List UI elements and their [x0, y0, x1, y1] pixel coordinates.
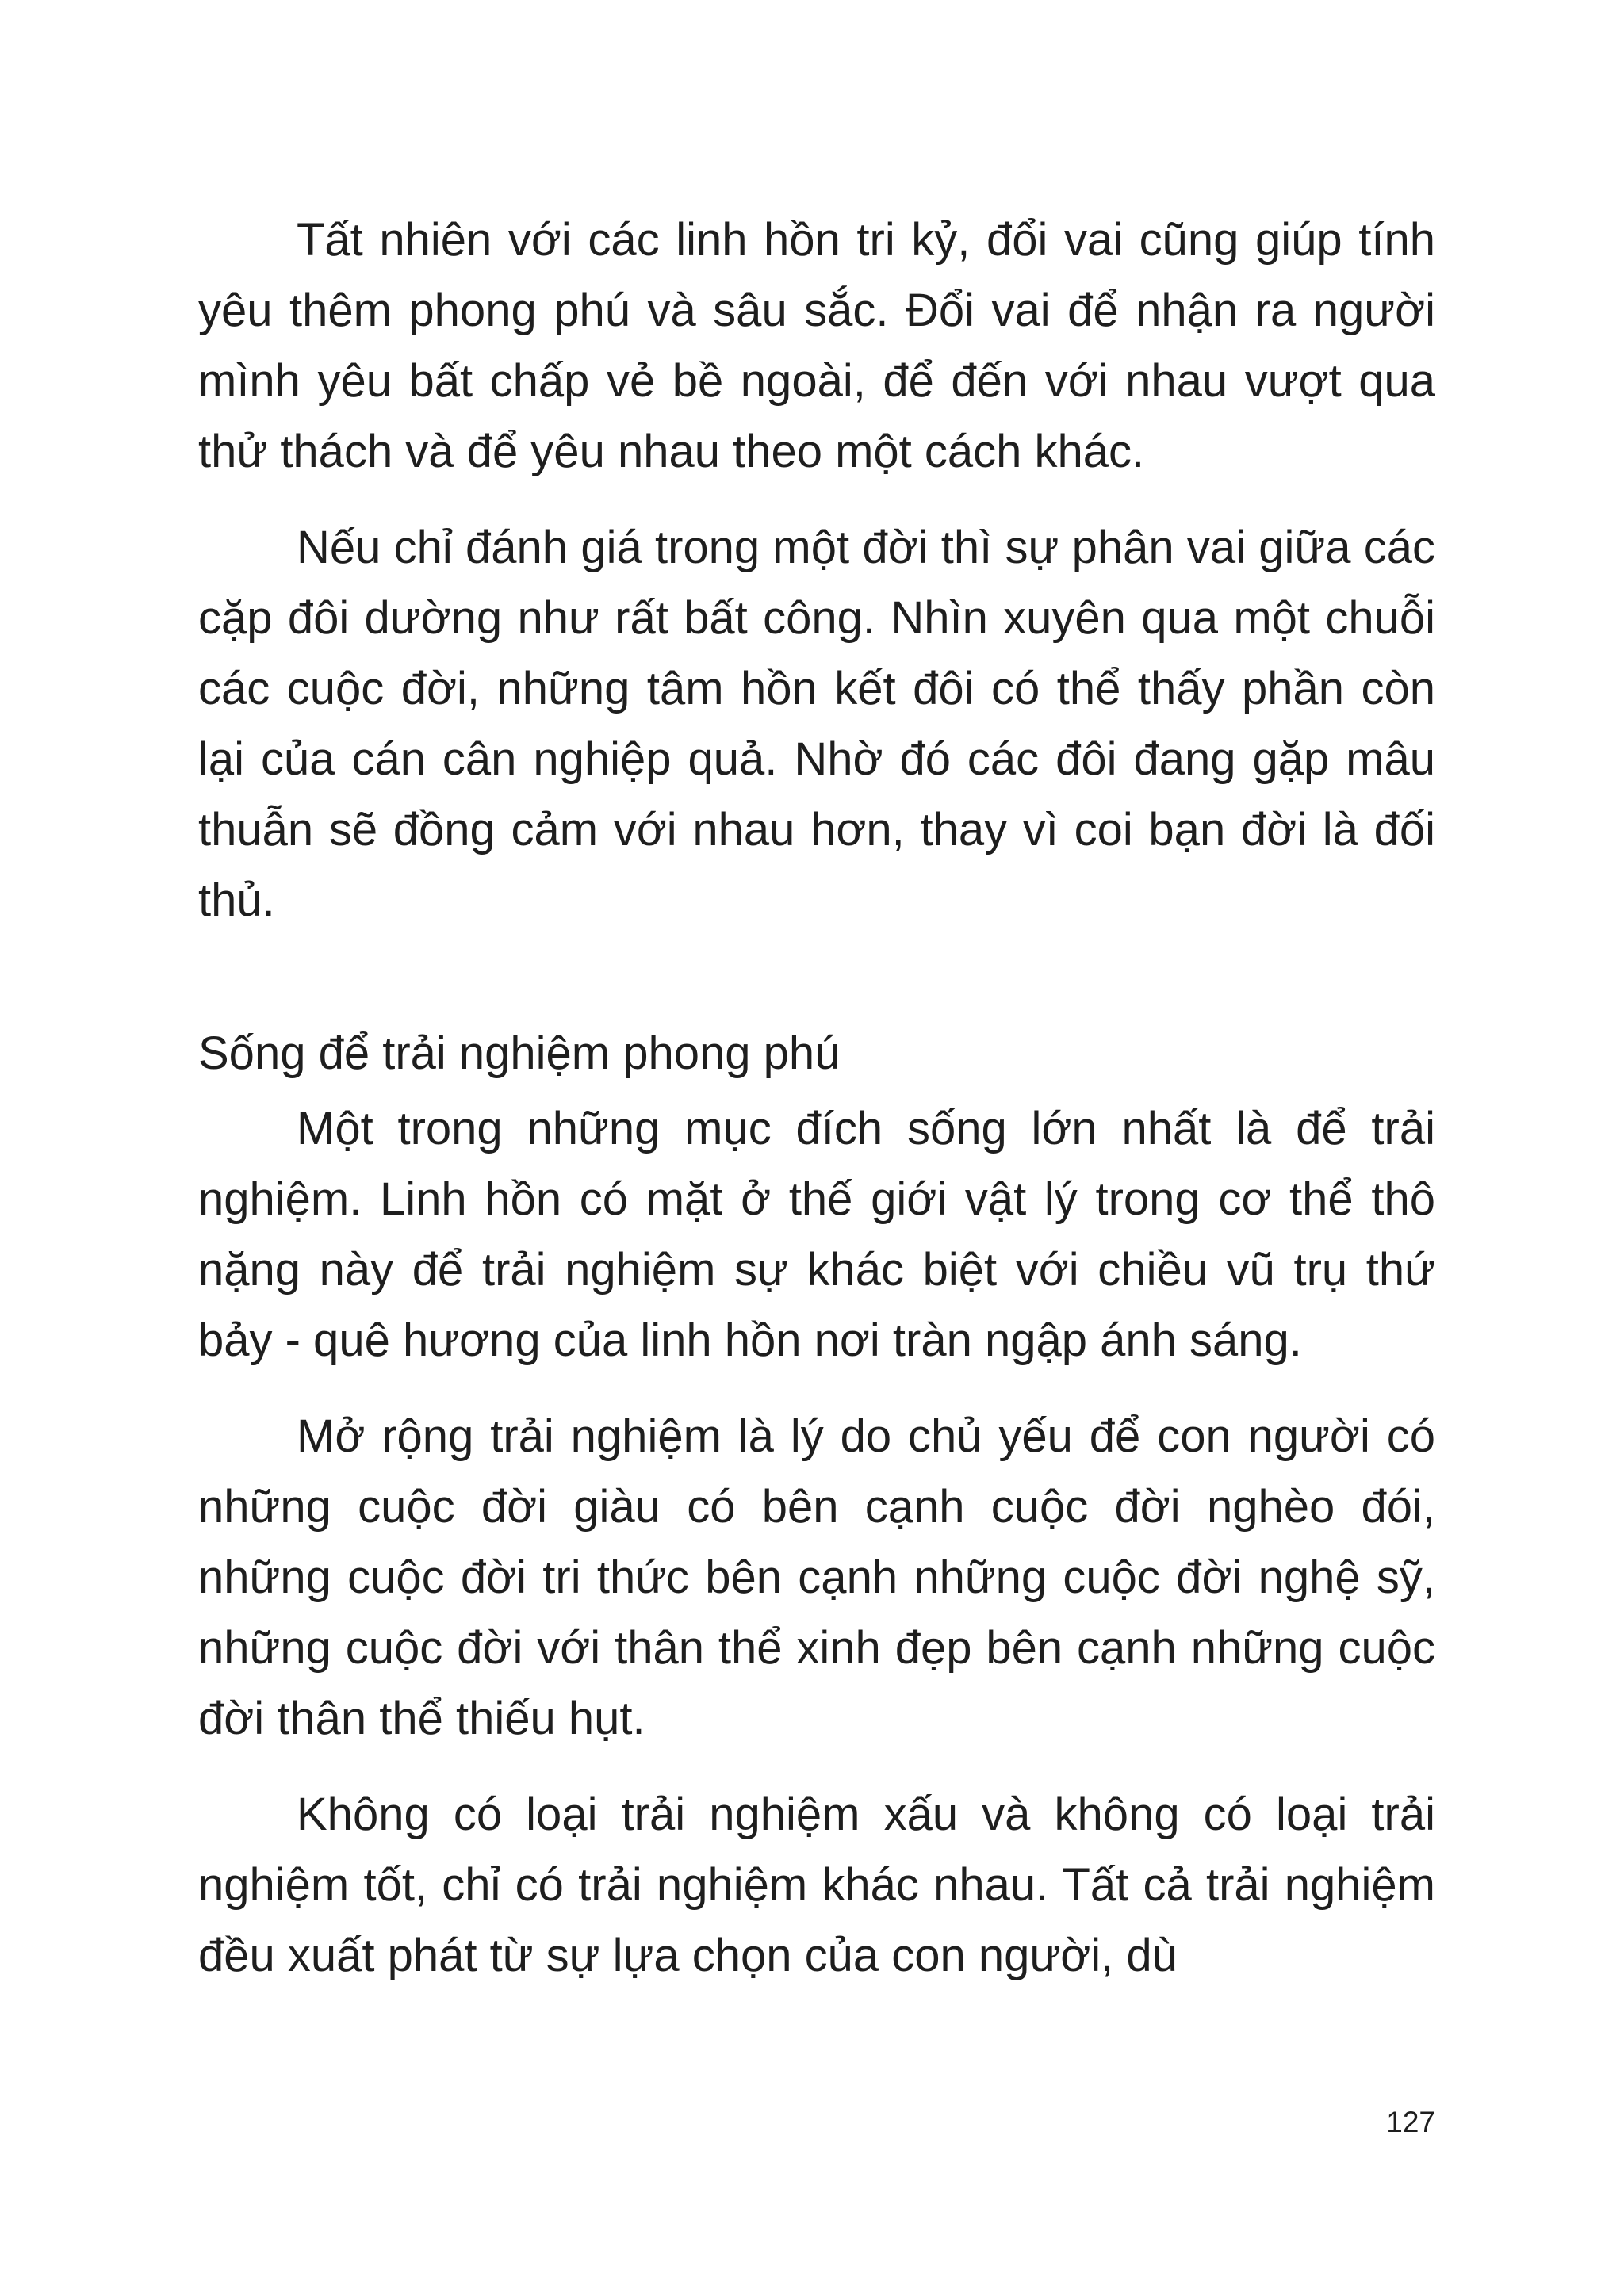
paragraph-no-bad-experience: Không có loại trải nghiệm xấu và không có loại trải nghiệm tốt, chỉ có trải nghiệm khác nhau. Tất cả trải nghiệm đều xuất phát từ sự lựa chọn của con người, dù: [198, 1789, 1435, 1981]
paragraph-expand-experience: Mở rộng trải nghiệm là lý do chủ yếu để con người có những cuộc đời giàu có bên cạnh cuộc đời nghèo đói, những cuộc đời tri thức bên cạnh những cuộc đời nghệ sỹ, những cuộc đời với thân thể xinh đẹp bên cạnh những cuộc đời thân thể thiếu hụt.: [198, 1410, 1435, 1744]
page-number: 127: [1386, 2106, 1435, 2138]
paragraph-purpose-experience: Một trong những mục đích sống lớn nhất là để trải nghiệm. Linh hồn có mặt ở thế giới vật lý trong cơ thể thô nặng này để trải nghiệm sự khác biệt với chiều vũ trụ thứ bảy - quê hương của linh hồn nơi tràn ngập ánh sáng.: [198, 1103, 1435, 1366]
paragraph-karmic-balance: Nếu chỉ đánh giá trong một đời thì sự phân vai giữa các cặp đôi dường như rất bất công. Nhìn xuyên qua một chuỗi các cuộc đời, những tâm hồn kết đôi có thể thấy phần còn lại của cán cân nghiệp quả. Nhờ đó các đôi đang gặp mâu thuẫn sẽ đồng cảm với nhau hơn, thay vì coi bạn đời là đối thủ.: [198, 522, 1435, 926]
page-body: [198, 205, 1435, 1991]
section-heading: Sống để trải nghiệm phong phú: [198, 1027, 841, 1079]
paragraph-soulmates-role-swap: Tất nhiên với các linh hồn tri kỷ, đổi vai cũng giúp tính yêu thêm phong phú và sâu sắc. Đổi vai để nhận ra người mình yêu bất chấp vẻ bề ngoài, để đến với nhau vượt qua thử thách và để yêu nhau theo một cách khác.: [198, 214, 1435, 477]
